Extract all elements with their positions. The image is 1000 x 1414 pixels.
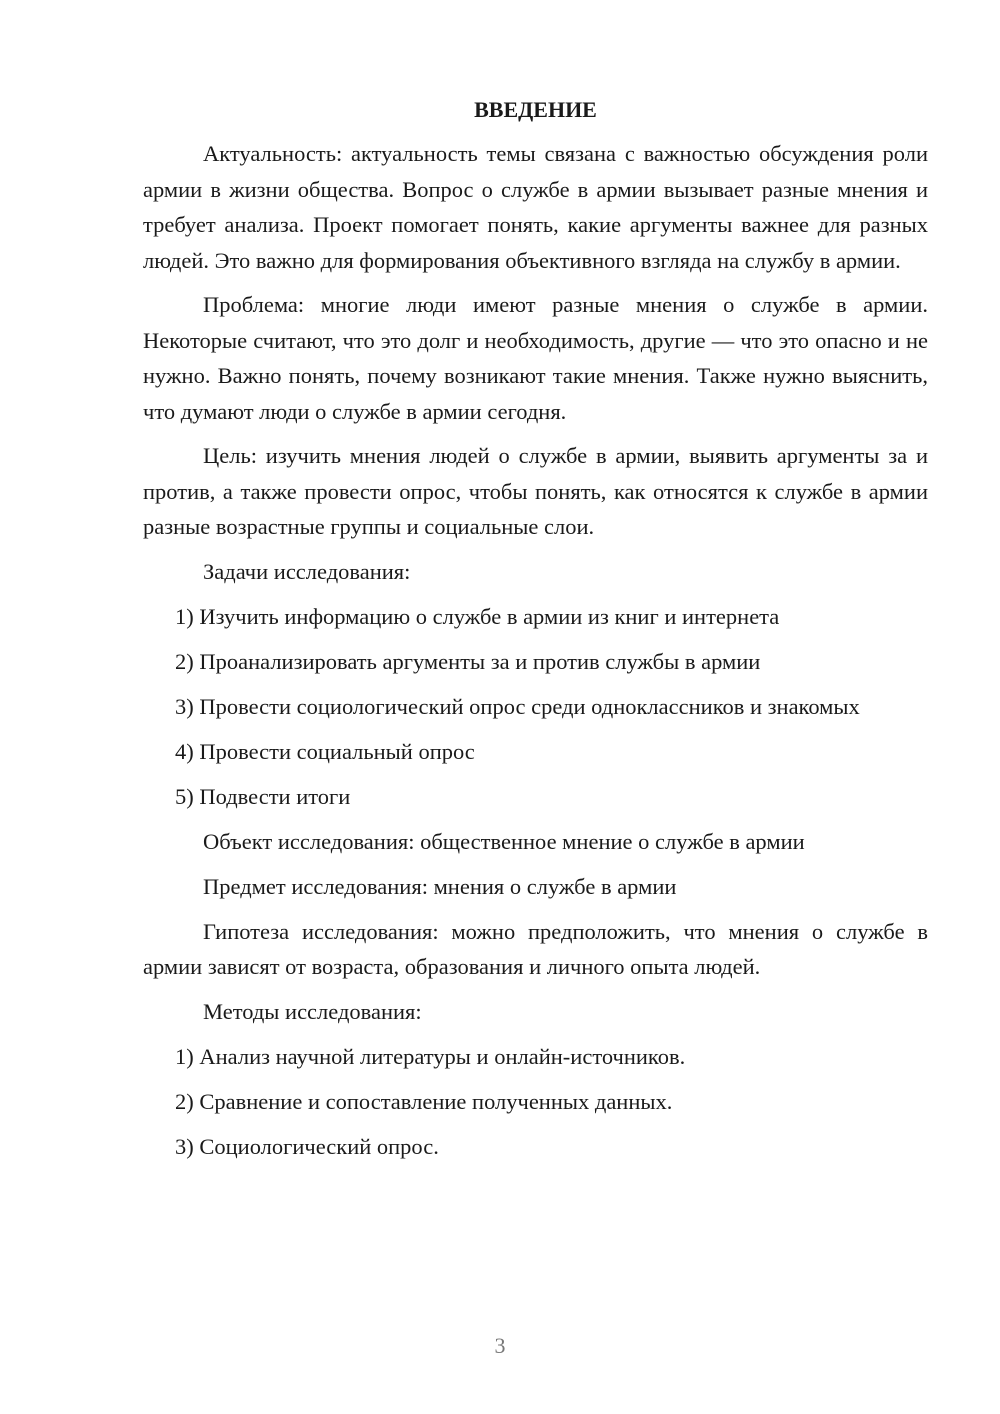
- methods-heading: Методы исследования:: [203, 998, 422, 1024]
- section-title: ВВЕДЕНИЕ: [474, 97, 597, 122]
- page-number: 3: [494, 1333, 506, 1358]
- method-item-3: 3) Социологический опрос.: [175, 1133, 439, 1159]
- task-item-1: 1) Изучить информацию о службе в армии из книг и интернета: [175, 603, 780, 629]
- task-item-2: 2) Проанализировать аргументы за и против службы в армии: [175, 648, 761, 674]
- method-item-2: 2) Сравнение и сопоставление полученных данных.: [175, 1088, 673, 1114]
- problem-paragraph: Проблема: многие люди имеют разные мнения о службе в армии. Некоторые считают, что это долг и необходимость, другие — что это опасно и не нужно. Важно понять, почему возникают такие мнения. Также нужно выяснить, что думают люди о службе в армии сегодня.: [143, 292, 928, 424]
- hypothesis-paragraph: Гипотеза исследования: можно предположить, что мнения о службе в армии зависят от возраста, образования и личного опыта людей.: [143, 918, 928, 979]
- page-content: [143, 92, 928, 1174]
- object-paragraph: Объект исследования: общественное мнение о службе в армии: [203, 828, 805, 854]
- task-item-3: 3) Провести социологический опрос среди одноклассников и знакомых: [175, 693, 860, 719]
- relevance-paragraph: Актуальность: актуальность темы связана с важностью обсуждения роли армии в жизни общества. Вопрос о службе в армии вызывает разные мнения и требует анализа. Проект помогает понять, какие аргументы важнее для разных людей. Это важно для формирования объективного взгляда на службу в армии.: [143, 141, 928, 273]
- tasks-heading: Задачи исследования:: [203, 558, 411, 584]
- method-item-1: 1) Анализ научной литературы и онлайн-источников.: [175, 1043, 686, 1069]
- subject-paragraph: Предмет исследования: мнения о службе в армии: [203, 873, 677, 899]
- goal-paragraph: Цель: изучить мнения людей о службе в армии, выявить аргументы за и против, а также провести опрос, чтобы понять, как относятся к службе в армии разные возрастные группы и социальные слои.: [143, 443, 928, 539]
- task-item-5: 5) Подвести итоги: [175, 783, 351, 809]
- task-item-4: 4) Провести социальный опрос: [175, 738, 475, 764]
